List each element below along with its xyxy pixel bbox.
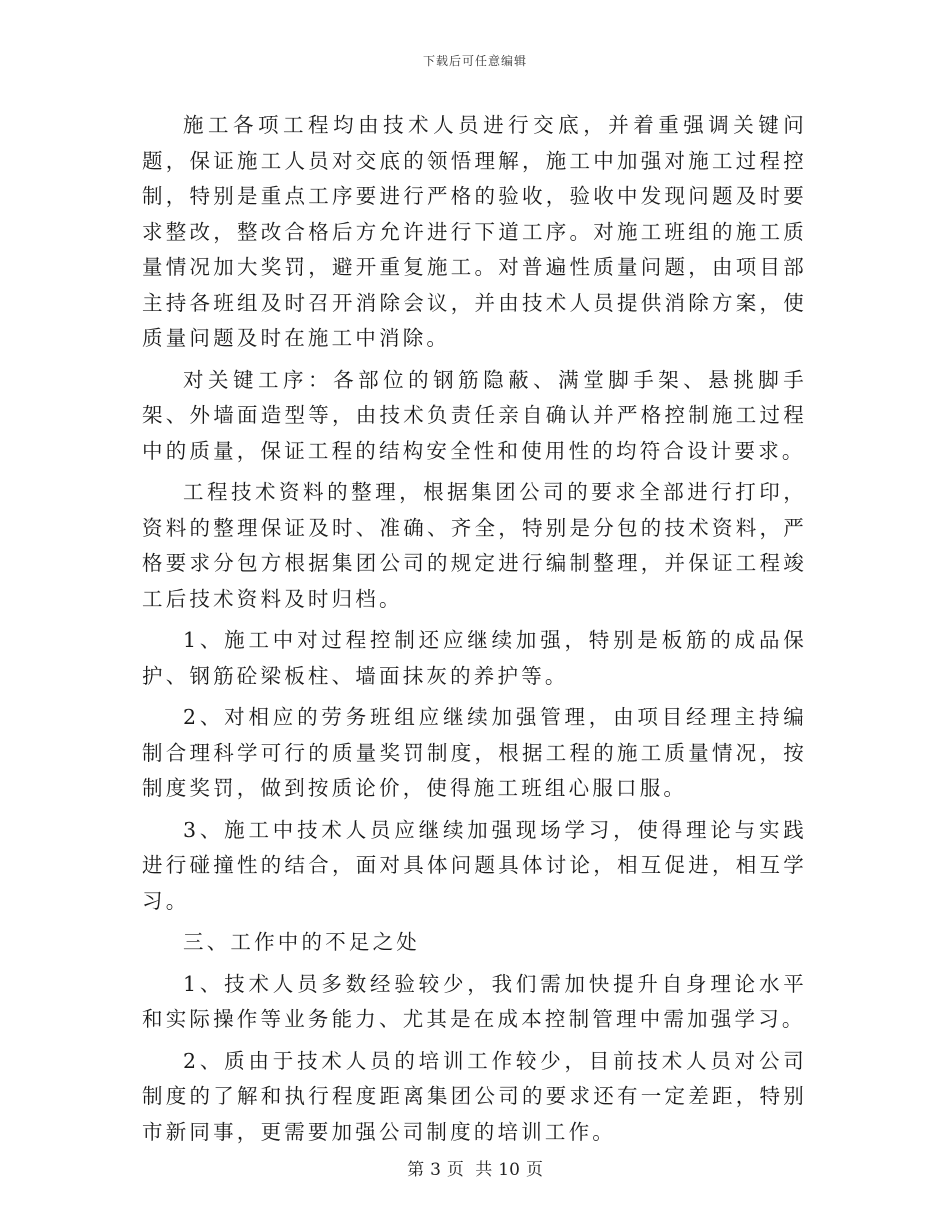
paragraph-item-3-site-learning: 3、施工中技术人员应继续加强现场学习，使得理论与实践进行碰撞性的结合，面对具体问题具体讨论，相互促进，相互学习。 [142,817,807,913]
footer-suffix: 页 [525,1160,543,1180]
footer-prefix: 第 [407,1160,425,1180]
footer-total-pages: 10 [498,1160,520,1180]
document-body [142,108,807,1150]
paragraph-shortcoming-2: 2、质由于技术人员的培训工作较少，目前技术人员对公司制度的了解和执行程度距离集团公司的要求还有一定差距，特别市新同事，更需要加强公司制度的培训工作。 [142,1048,807,1144]
footer-middle: 页 共 [446,1160,493,1180]
paragraph-item-2-labor-management: 2、对相应的劳务班组应继续加强管理，由项目经理主持编制合理科学可行的质量奖罚制度，根据工程的施工质量情况，按制度奖罚，做到按质论价，使得施工班组心服口服。 [142,705,807,800]
paragraph-shortcoming-1: 1、技术人员多数经验较少，我们需加快提升自身理论水平和实际操作等业务能力、尤其是在成本控制管理中需加强学习。 [142,971,807,1031]
footer-page-number: 3 [430,1160,441,1180]
paragraph-construction-briefing: 施工各项工程均由技术人员进行交底，并着重强调关键问题，保证施工人员对交底的领悟理解，施工中加强对施工过程控制，特别是重点工序要进行严格的验收，验收中发现问题及时要求整改，整改合格后方允许进行下道工序。对施工班组的施工质量情况加大奖罚，避开重复施工。对普遍性质量问题，由项目部主持各班组及时召开消除会议，并由技术人员提供消除方案，使质量问题及时在施工中消除。 [142,113,807,350]
paragraph-technical-documents: 工程技术资料的整理，根据集团公司的要求全部进行打印，资料的整理保证及时、准确、齐全，特别是分包的技术资料，严格要求分包方根据集团公司的规定进行编制整理，并保证工程竣工后技术资料及时归档。 [142,480,807,611]
page-footer [0,1155,950,1180]
paragraph-key-processes: 对关键工序：各部位的钢筋隐蔽、满堂脚手架、悬挑脚手架、外墙面造型等，由技术负责任亲自确认并严格控制施工过程中的质量，保证工程的结构安全性和使用性的均符合设计要求。 [142,367,807,463]
paragraph-item-1-process-control: 1、施工中对过程控制还应继续加强，特别是板筋的成品保护、钢筋砼梁板柱、墙面抹灰的养护等。 [142,628,807,688]
section-heading-shortcomings: 三、工作中的不足之处 [183,930,420,954]
page-header: 下载后可任意编辑 [422,54,527,68]
